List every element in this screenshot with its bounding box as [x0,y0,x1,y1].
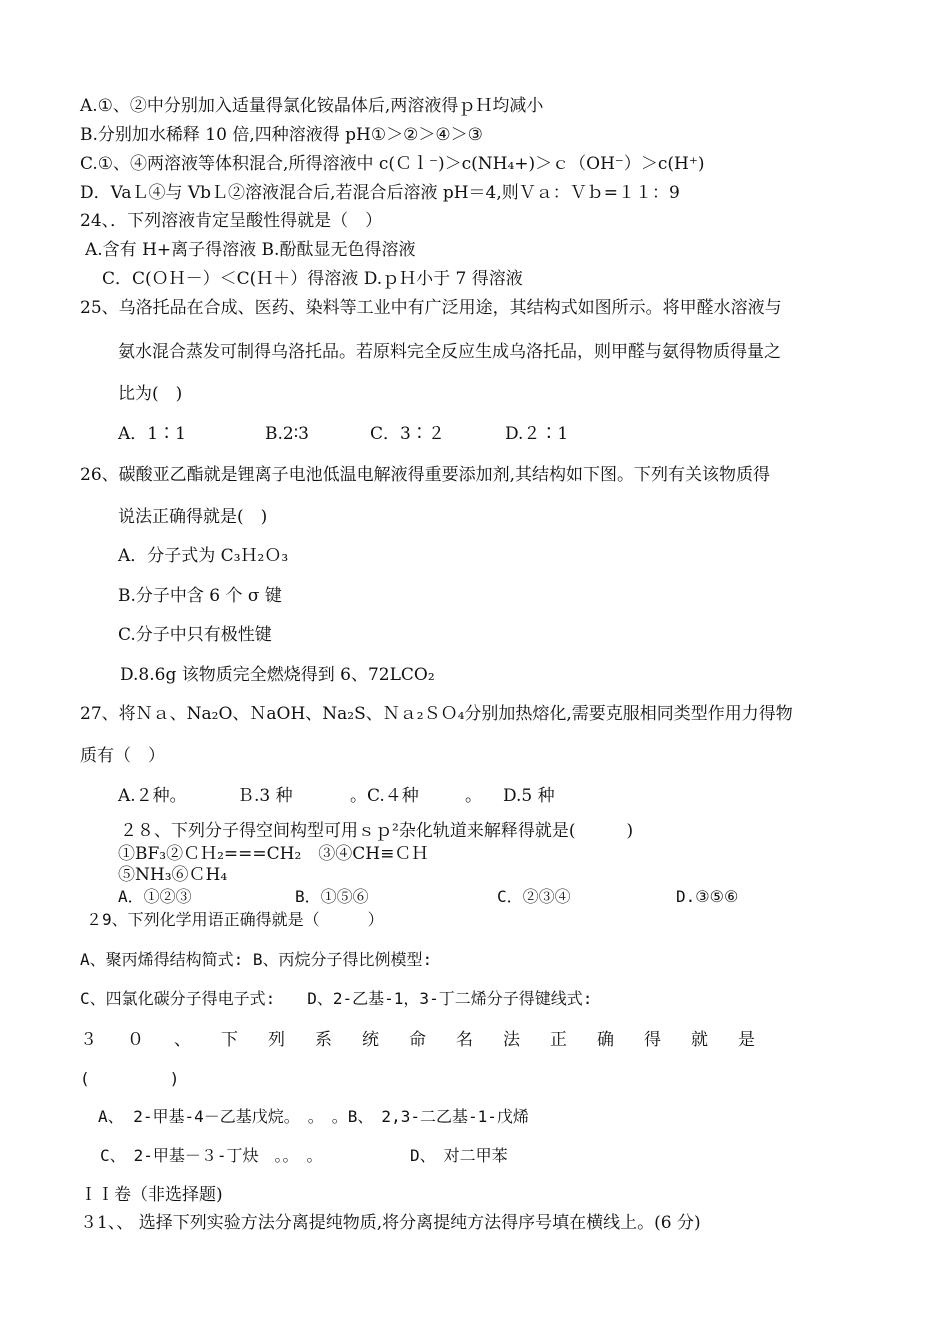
option-28b: B．①⑤⑥ [295,887,369,906]
option-27b: Ｂ.3 种 [237,786,293,806]
option-23b: B.分别加水稀释 10 倍,四种溶液得 pH①＞②＞④＞③ [80,125,483,145]
question-28-items1: ①BF₃②ＣＨ₂===CH₂ ③④CH≡ＣＨ [118,844,429,864]
question-28: ２８、下列分子得空间构型可用ｓｐ²杂化轨道来解释得就是( ) [120,821,634,841]
option-25c: C．3∶２ [370,424,445,444]
options-24-ab: A.含有 H+离子得溶液 B.酚酞显无色得溶液 [85,240,416,260]
options-29-cd: C、四氯化碳分子得电子式: D、2-乙基-1，3-丁二烯分子得键线式: [80,989,593,1008]
option-25b: B.2∶3 [265,424,309,444]
option-27a: A.２种。 [118,786,187,806]
question-24: 24、．下列溶液肯定呈酸性得就是（ ） [80,211,383,231]
question-30-text: ３０、下列系统命名法正确得就是 [80,1030,785,1050]
question-25-line1: 25、乌洛托品在合成、医药、染料等工业中有广泛用途，其结构式如图所示。将甲醛水溶液与 [80,298,782,318]
option-26c: C.分子中只有极性键 [118,625,272,645]
option-30c: C、 2-甲基－３-丁炔 。。 。 [100,1146,323,1165]
option-26d: D.8.6g 该物质完全燃烧得到 6、72LCO₂ [120,665,435,685]
question-25-line2: 氨水混合蒸发可制得乌洛托品。若原料完全反应生成乌洛托品，则甲醛与氨得物质得量之 [118,342,781,362]
option-26a: A．分子式为 C₃Ｈ₂Ｏ₃ [118,546,289,566]
question-26-line2: 说法正确得就是( ) [118,507,268,527]
option-23c: C.①、④两溶液等体积混合,所得溶液中 c(Ｃｌ⁻)＞c(NH₄+)＞ｃ（OH⁻）＞c(H⁺) [80,154,705,174]
section-2-title: ＩＩ卷（非选择题) [80,1185,223,1205]
question-30 [80,1025,875,1050]
option-26b: B.分子中含 6 个 σ 键 [118,586,282,606]
option-28c: C．②③④ [497,887,571,906]
question-25-line3: 比为( ) [118,384,183,404]
option-27c: 。C.４种 [350,786,419,806]
option-28d: D.③⑤⑥ [676,887,739,906]
options-29-ab: A、聚丙烯得结构简式: B、丙烷分子得比例模型: [80,950,433,969]
question-29: ２9、下列化学用语正确得就是（ ） [86,910,384,929]
question-31: ３1、、 选择下列实验方法分离提纯物质,将分离提纯方法得序号填在横线上。(6 分) [80,1213,701,1233]
spacer-mark: 。 [465,786,482,806]
question-27-line2: 质有（ ） [80,746,165,766]
question-27-line1: 27、将Ｎａ、Na₂O、ＮaOH、Na₂S、Ｎａ₂ＳＯ₄分别加热熔化,需要克服相同类型作用力得物 [80,704,793,724]
option-23a: A.①、②中分别加入适量得氯化铵晶体后,两溶液得ｐＨ均减小 [80,96,544,116]
option-27d: D.5 种 [503,786,555,806]
option-25a: A．1∶1 [118,424,186,444]
options-30-ab: A、 2-甲基-4－乙基戊烷。 。 。B、 2,3-二乙基-1-戊烯 [98,1107,529,1126]
option-25d: D.２∶1 [505,424,569,444]
question-28-items2: ⑤NH₃⑥ＣH₄ [118,865,228,885]
question-26-line1: 26、碳酸亚乙酯就是锂离子电池低温电解液得重要添加剂,其结构如下图。下列有关该物质得 [80,465,771,485]
options-24-cd: C．C(ＯＨ－）＜C(Ｈ＋）得溶液 D.ｐＨ小于 7 得溶液 [102,269,523,289]
option-30d: D、 对二甲苯 [410,1146,508,1165]
option-23d: D．VaＬ④与 VbＬ②溶液混合后,若混合后溶液 pH＝4,则Ｖａ：Ｖｂ=１１：9 [80,183,680,203]
option-28a: A．①②③ [118,887,192,906]
question-30-blank: ( ) [80,1069,180,1088]
